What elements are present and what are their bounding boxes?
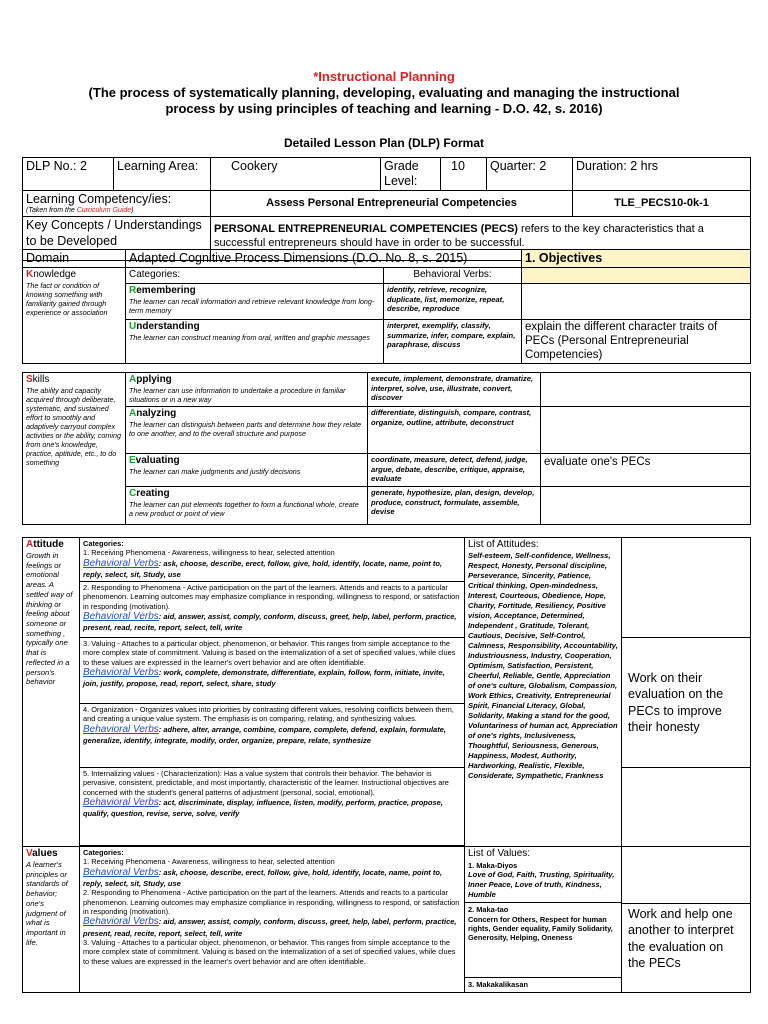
verbs-header: Behavioral Verbs: — [384, 268, 522, 284]
attitude-level-2 — [80, 582, 465, 638]
analyzing-desc: The learner can distinguish between parts and determine how they relate to one another, and to the overall structure and purpose — [129, 420, 362, 438]
dlp-no: DLP No.: 2 — [23, 158, 114, 191]
attitude-level-5-title: 5. Internalizing values - (Characterization): Has a value system that controls their behavior. The behavior is pervasive, consistent, predictable, and most importantly, characteristic of the learner. Instructional objectives are concerned with the student's general patterns of adjustment (personal, social, emotional). — [83, 769, 449, 797]
attitude-list-label: List of Attitudes: — [468, 539, 539, 550]
learning-area-value: Cookery — [211, 158, 381, 191]
dlp-format-title: Detailed Lesson Plan (DLP) Format — [283, 136, 485, 150]
analyzing-objective — [541, 407, 751, 454]
evaluating-desc: The learner can make judgments and justify decisions — [129, 467, 301, 476]
values-group-1-title: 1. Maka-Diyos — [468, 861, 518, 870]
values-group-3-title: 3. Makakalikasan — [468, 980, 528, 990]
values-label: Values — [26, 848, 58, 859]
knowledge-label: Knowledge — [26, 269, 77, 280]
attitude-level-1 — [80, 538, 465, 582]
values-levels-cell — [80, 847, 465, 993]
values-level-3-title: 3. Valuing - Attaches to a particular object, phenomenon, or behavior. This ranges from simple acceptance to the more complex state of commitment. Valuing is based on the internalization of a set of specified values, while clues to these values are expressed in the learner's overt behavior and are often identifiable. — [83, 938, 456, 966]
knowledge-domain-cell — [23, 268, 126, 364]
dimensions-header: Adapted Cognitive Process Dimensions (D.O. No. 8, s. 2015) — [126, 250, 522, 268]
learning-area-label: Learning Area: — [114, 158, 211, 191]
remembering-cell — [126, 284, 384, 320]
values-list-label: List of Values: — [468, 848, 531, 859]
key-concepts-label: Key Concepts / Understandings to be Developed — [23, 217, 211, 261]
attitude-categories-label: Categories: — [83, 539, 124, 548]
skills-desc: The ability and capacity acquired through deliberate, systematic, and sustained effort to smoothly and adaptively carryout complex activities or the ability, coming from one's knowledge, practice, aptitude, etc., to do something — [26, 386, 121, 467]
knowledge-objective: explain the different character traits of PECs (Personal Entrepreneurial Competencies) — [522, 320, 751, 364]
grade-level-value: 10 — [441, 158, 487, 191]
objectives-header: 1. Objectives — [522, 250, 751, 268]
attitude-level-4-title: 4. Organization - Organizes values into priorities by contrasting different values, resolving conflicts between them, and creating a unique value system. The emphasis is on comparing, relating, and synthesizing values. — [83, 705, 454, 724]
competency-label-cell — [23, 191, 211, 217]
values-domain-cell — [23, 847, 80, 993]
understanding-desc: The learner can construct meaning from oral, written and graphic messages — [129, 333, 370, 342]
attitude-level-5-verbs: Behavioral Verbs: act, discriminate, display, influence, listen, modify, perform, practice, propose, qualify, question, revise, serve, solve, verify — [83, 796, 443, 819]
values-level-1-verbs: Behavioral Verbs: ask, choose, describe, erect, follow, give, hold, identify, locate, name, point to, reply, select, sit, Study, use — [83, 866, 443, 888]
key-concepts-text: PERSONAL ENTREPRENEURIAL COMPETENCIES (PECS) refers to the key characteristics that a successful entrepreneurs should have in order to be successful. — [211, 217, 751, 261]
evaluating-label: Evaluating — [129, 455, 180, 466]
creating-verbs: generate, hypothesize, plan, design, develop, produce, construct, formulate, assemble, devise — [368, 487, 541, 525]
attitude-list-cell — [465, 538, 622, 847]
values-group-2 — [465, 902, 621, 977]
values-level-1-title: 1. Receiving Phenomena - Awareness, willingness to hear, selected attention — [83, 857, 335, 867]
grade-level-label: Grade Level: — [381, 158, 441, 191]
skills-table — [22, 372, 751, 525]
applying-desc: The learner can use information to undertake a procedure in familiar situations or in a new way — [129, 386, 346, 404]
analyzing-verbs: differentiate, distinguish, compare, contrast, organize, outline, attribute, deconstruct — [368, 407, 541, 454]
creating-desc: The learner can put elements together to form a functional whole, create a new product or point of view — [129, 500, 359, 518]
competency-value: Assess Personal Entrepreneurial Competencies — [211, 191, 573, 217]
analyzing-label: Analyzing — [129, 408, 177, 419]
competency-label: Learning Competency/ies: — [26, 192, 172, 206]
attitude-level-2-title: 2. Responding to Phenomena - Active participation on the part of the learners. Attends and reacts to a particular phenomenon. Learning outcomes may emphasize compliance in responding, willingness to respond, or satisfaction in responding (motivation). — [83, 583, 460, 611]
competency-note: (Taken from the Curriculum Guide) — [26, 207, 134, 214]
applying-objective — [541, 373, 751, 407]
remembering-label: Remembering — [129, 285, 196, 296]
attitude-objective-spacer-2 — [622, 768, 751, 847]
remembering-objective — [522, 284, 751, 320]
understanding-cell — [126, 320, 384, 364]
duration: Duration: 2 hrs — [573, 158, 751, 191]
values-list-cell — [465, 847, 622, 993]
attitude-level-3-verbs: Behavioral Verbs: work, complete, demonstrate, differentiate, explain, follow, form, initiate, invite, join, justify, propose, read, report, select, share, study — [83, 666, 445, 689]
skills-domain-cell — [23, 373, 126, 525]
remembering-verbs: identify, retrieve, recognize, duplicate, list, memorize, repeat, describe, reproduce — [384, 284, 522, 320]
attitude-list: Self-esteem, Self-confidence, Wellness, Respect, Honesty, Personal discipline, Perseverance, Sincerity, Patience, Critical thinking, Open-mindedness, Interest, Courteous, Obedience, Hope, Charity, Fortitude, Resiliency, Positive vision, Acceptance, Determined, Independent , Gratitude, Tolerant, Cautious, Decisive, Self-Control, Calmness, Responsibility, Accountability, Industriousness, Industry, Cooperation, Optimism, Satisfaction, Persistent, Cheerful, Reliable, Gentle, Appreciation of one's culture, Globalism, Compassion, Work Ethics, Creativity, Entrepreneurial Spirit, Financial Literacy, Global, Solidarity, Making a stand for the good, Voluntariness of human act, Appreciation of one's rights, Inclusiveness, Thoughtful, Seriousness, Generous, Happiness, Modest, Authority, Hardworking, Realistic, Flexible, Considerate, Sympathetic, Frankness — [468, 551, 618, 781]
attitude-level-1-verbs: Behavioral Verbs: ask, choose, describe, erect, follow, give, hold, identify, locate, name, point to, reply, select, sit, Study, use — [83, 557, 443, 579]
attitude-level-1-title: 1. Receiving Phenomena - Awareness, willingness to hear, selected attention — [83, 548, 335, 558]
creating-label: Creating — [129, 488, 170, 499]
values-desc: A learner's principles or standards of behavior; one's judgment of what is important in life. — [26, 860, 68, 947]
attitude-objective-spacer — [622, 538, 751, 638]
creating-cell — [126, 487, 368, 525]
attitude-level-4 — [80, 704, 465, 768]
applying-label: Applying — [129, 374, 172, 385]
info-table — [22, 157, 751, 261]
competency-code: TLE_PECS10-0k-1 — [573, 191, 751, 217]
values-categories-label: Categories: — [83, 848, 124, 857]
instructional-planning-title: *Instructional Planning — [313, 69, 455, 84]
attitude-domain-cell — [23, 538, 80, 847]
applying-cell — [126, 373, 368, 407]
values-level-2-verbs: Behavioral Verbs: aid, answer, assist, comply, conform, discuss, greet, help, label, perform, practice, present, read, recite, report, select, tell, write — [83, 916, 457, 938]
evaluating-verbs: coordinate, measure, detect, defend, judge, argue, debate, describe, critique, appraise, evaluate — [368, 454, 541, 487]
attitude-objective: Work on their evaluation on the PECs to improve their honesty — [622, 638, 751, 768]
evaluating-cell — [126, 454, 368, 487]
attitude-level-4-verbs: Behavioral Verbs: adhere, alter, arrange, combine, compare, complete, defend, explain, formulate, generalize, identify, integrate, modify, order, organize, prepare, relate, synthesize — [83, 723, 446, 745]
skills-objective: evaluate one's PECs — [541, 454, 751, 487]
attitude-label: Attitude — [26, 539, 64, 550]
objective-yellow-spacer — [522, 268, 751, 284]
attitude-desc: Growth in feelings or emotional areas. A settled way of thinking or feeling about someone or something , typically one that is reflected in a person's behavior — [26, 551, 73, 687]
values-group-2-items: Concern for Others, Respect for human rights, Gender equality, Family Solidarity, Generosity, Helping, Oneness — [468, 914, 613, 943]
remembering-desc: The learner can recall information and retrieve relevant knowledge from long-term memory — [129, 297, 375, 315]
values-group-3 — [465, 977, 621, 991]
applying-verbs: execute, implement, demonstrate, dramatize, interpret, solve, use, illustrate, convert, discover — [368, 373, 541, 407]
analyzing-cell — [126, 407, 368, 454]
quarter: Quarter: 2 — [487, 158, 573, 191]
skills-label: Skills — [26, 374, 50, 385]
attitude-level-5 — [80, 768, 465, 846]
values-objective: Work and help one another to interpret the evaluation on the PECs — [628, 907, 734, 970]
values-objective-spacer — [622, 847, 750, 904]
domain-header: Domain — [23, 250, 126, 268]
instructional-planning-line1: (The process of systematically planning, developing, evaluating and managing the instructional — [88, 85, 680, 100]
values-group-2-title: 2. Maka-tao — [468, 905, 509, 915]
categories-header: Categories: — [126, 268, 384, 284]
knowledge-table — [22, 249, 751, 364]
attitude-level-2-verbs: Behavioral Verbs: aid, answer, assist, comply, conform, discuss, greet, help, label, perform, practice, present, read, recite, report, select, tell, write — [83, 610, 457, 633]
understanding-label: Understanding — [129, 321, 200, 332]
understanding-verbs: interpret, exemplify, classify, summarize, infer, compare, explain, paraphrase, discuss — [384, 320, 522, 364]
values-group-1 — [465, 861, 621, 902]
instructional-planning-line2: process by using principles of teaching and learning - D.O. 42, s. 2016) — [165, 101, 603, 116]
attitude-level-3-title: 3. Valuing - Attaches to a particular object, phenomenon, or behavior. This ranges from simple acceptance to the more complex state of commitment. Valuing is based on the internalization of a set of specified values, while clues to these values are expressed in the learner's overt behavior and are often identifiable. — [83, 639, 456, 667]
values-group-1-items: Love of God, Faith, Trusting, Spirituality, Inner Peace, Love of truth, Kindness, Humble — [468, 870, 615, 899]
creating-objective — [541, 487, 751, 525]
values-level-2-title: 2. Responding to Phenomena - Active participation on the part of the learners. Attends and reacts to a particular phenomenon. Learning outcomes may emphasize compliance in responding, willingness to respond, or satisfaction in responding (motivation). — [83, 888, 460, 916]
attitude-values-table — [22, 537, 751, 993]
attitude-level-3 — [80, 638, 465, 704]
knowledge-desc: The fact or condition of knowing something with familiarity gained through experience or association — [26, 281, 108, 317]
values-objective-cell — [622, 847, 751, 993]
